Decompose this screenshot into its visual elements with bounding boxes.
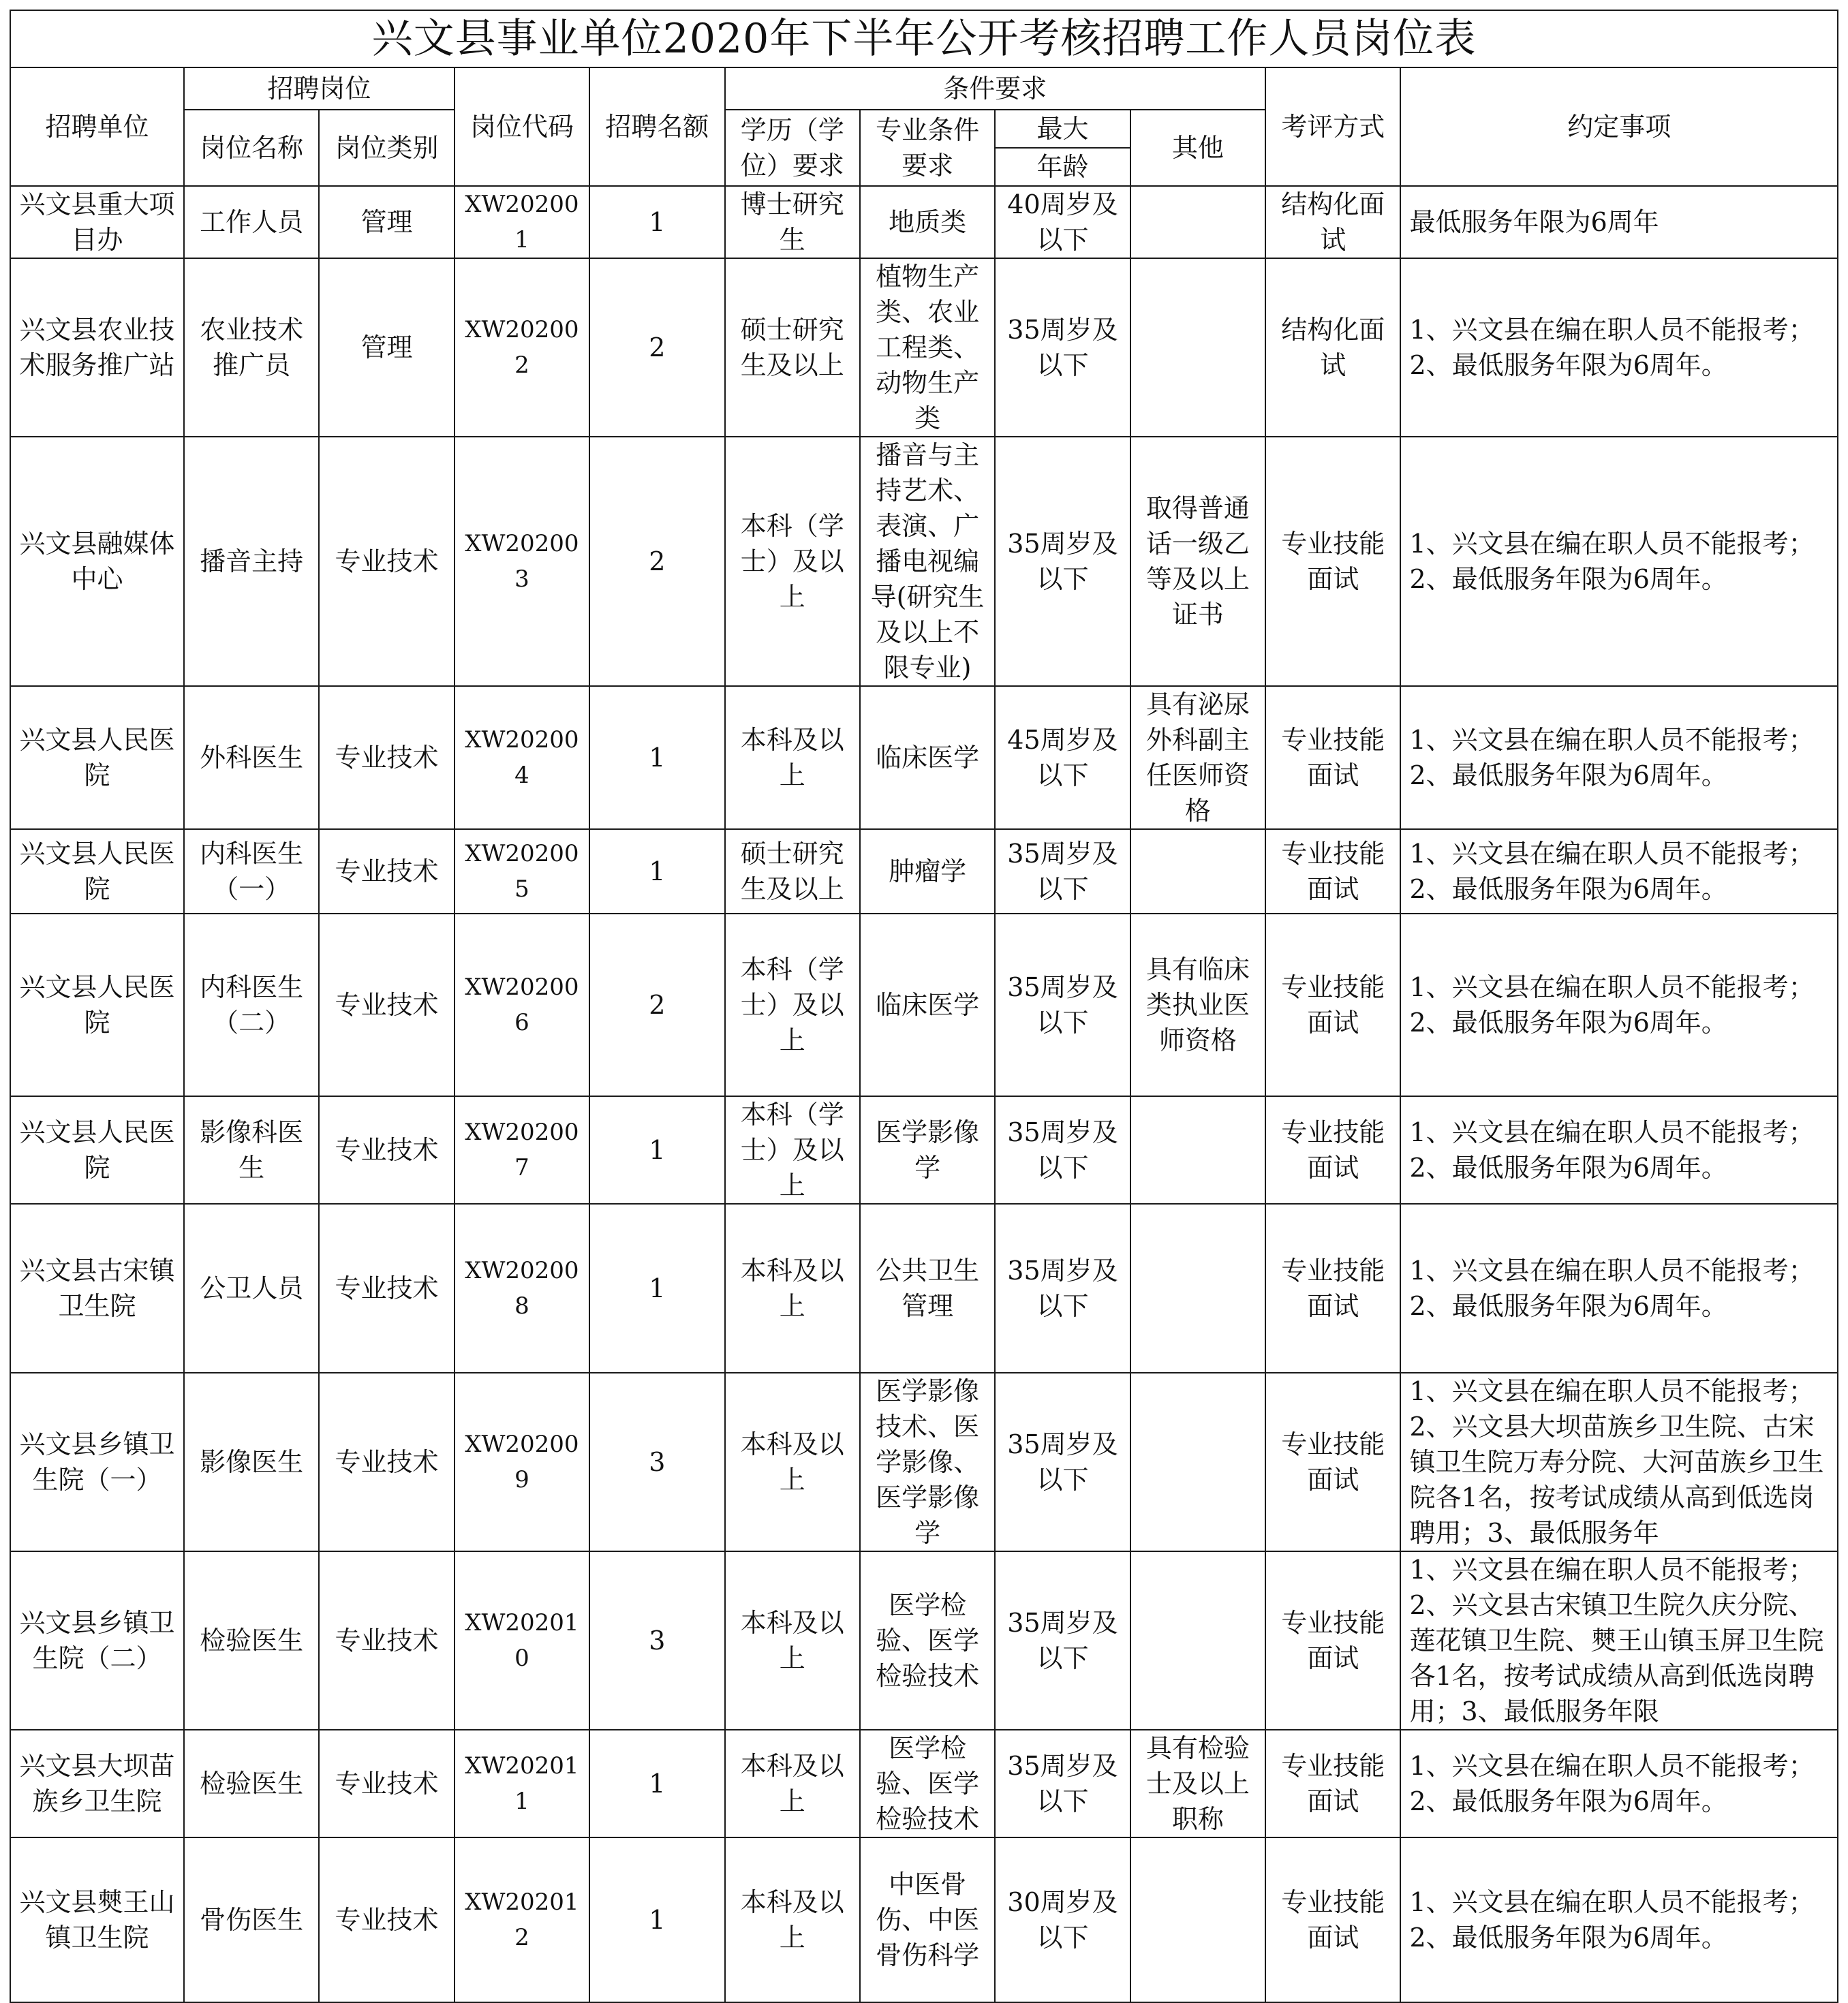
other-cell <box>1130 829 1265 914</box>
post-name-cell: 检验医生 <box>184 1551 319 1730</box>
notes-cell: 1、兴文县在编在职人员不能报考；2、兴文县大坝苗族乡卫生院、古宋镇卫生院万寿分院、大河苗族乡卫生院各1名，按考试成绩从高到低选岗聘用；3、最低服务年 <box>1400 1373 1838 1551</box>
post-name-cell: 农业技术推广员 <box>184 258 319 437</box>
major-cell: 公共卫生管理 <box>860 1204 995 1373</box>
post-type-cell: 管理 <box>319 258 454 437</box>
notes-cell: 1、兴文县在编在职人员不能报考；2、最低服务年限为6周年。 <box>1400 1837 1838 2002</box>
header-notes: 约定事项 <box>1400 67 1838 186</box>
max-age-cell: 35周岁及以下 <box>995 1373 1130 1551</box>
post-type-cell: 专业技术 <box>319 686 454 829</box>
education-cell: 本科及以上 <box>725 1837 860 2002</box>
education-cell: 本科及以上 <box>725 686 860 829</box>
max-age-cell: 35周岁及以下 <box>995 1730 1130 1837</box>
education-cell: 本科及以上 <box>725 1730 860 1837</box>
notes-cell: 最低服务年限为6周年 <box>1400 186 1838 258</box>
other-cell: 具有临床类执业医师资格 <box>1130 914 1265 1096</box>
assessment-cell: 专业技能面试 <box>1265 437 1400 686</box>
header-post-group: 招聘岗位 <box>184 67 455 110</box>
max-age-cell: 35周岁及以下 <box>995 1204 1130 1373</box>
major-cell: 医学检验、医学检验技术 <box>860 1551 995 1730</box>
assessment-cell: 专业技能面试 <box>1265 1204 1400 1373</box>
post-name-cell: 工作人员 <box>184 186 319 258</box>
post-name-cell: 骨伤医生 <box>184 1837 319 2002</box>
post-name-cell: 内科医生（一） <box>184 829 319 914</box>
post-code-cell: XW202008 <box>455 1204 589 1373</box>
recruitment-table <box>10 10 1838 2003</box>
post-type-cell: 专业技术 <box>319 914 454 1096</box>
header-quota: 招聘名额 <box>589 67 724 186</box>
max-age-cell: 30周岁及以下 <box>995 1837 1130 2002</box>
quota-cell: 1 <box>589 829 724 914</box>
table-row <box>10 258 1838 437</box>
post-code-cell: XW202012 <box>455 1837 589 2002</box>
major-cell: 中医骨伤、中医骨伤科学 <box>860 1837 995 2002</box>
major-cell: 临床医学 <box>860 914 995 1096</box>
header-assessment: 考评方式 <box>1265 67 1400 186</box>
post-type-cell: 专业技术 <box>319 1204 454 1373</box>
assessment-cell: 专业技能面试 <box>1265 1373 1400 1551</box>
post-name-cell: 播音主持 <box>184 437 319 686</box>
other-cell: 具有检验士及以上职称 <box>1130 1730 1265 1837</box>
notes-cell: 1、兴文县在编在职人员不能报考；2、最低服务年限为6周年。 <box>1400 1096 1838 1204</box>
table-row <box>10 1204 1838 1373</box>
post-code-cell: XW202009 <box>455 1373 589 1551</box>
education-cell: 本科及以上 <box>725 1551 860 1730</box>
unit-cell: 兴文县农业技术服务推广站 <box>10 258 184 437</box>
education-cell: 本科（学士）及以上 <box>725 1096 860 1204</box>
assessment-cell: 专业技能面试 <box>1265 914 1400 1096</box>
table-row <box>10 686 1838 829</box>
unit-cell: 兴文县古宋镇卫生院 <box>10 1204 184 1373</box>
max-age-cell: 35周岁及以下 <box>995 1096 1130 1204</box>
major-cell: 临床医学 <box>860 686 995 829</box>
header-other: 其他 <box>1130 110 1265 186</box>
table-row <box>10 914 1838 1096</box>
max-age-cell: 35周岁及以下 <box>995 914 1130 1096</box>
post-code-cell: XW202011 <box>455 1730 589 1837</box>
major-cell: 播音与主持艺术、表演、广播电视编导(研究生及以上不限专业) <box>860 437 995 686</box>
post-code-cell: XW202002 <box>455 258 589 437</box>
other-cell: 取得普通话一级乙等及以上证书 <box>1130 437 1265 686</box>
table-row <box>10 1373 1838 1551</box>
header-education: 学历（学位）要求 <box>725 110 860 186</box>
major-cell: 地质类 <box>860 186 995 258</box>
post-code-cell: XW202001 <box>455 186 589 258</box>
post-type-cell: 专业技术 <box>319 1551 454 1730</box>
assessment-cell: 专业技能面试 <box>1265 686 1400 829</box>
header-post-name: 岗位名称 <box>184 110 319 186</box>
max-age-cell: 35周岁及以下 <box>995 437 1130 686</box>
education-cell: 硕士研究生及以上 <box>725 258 860 437</box>
other-cell <box>1130 1204 1265 1373</box>
table-row <box>10 1837 1838 2002</box>
other-cell <box>1130 1373 1265 1551</box>
assessment-cell: 结构化面试 <box>1265 258 1400 437</box>
unit-cell: 兴文县人民医院 <box>10 829 184 914</box>
table-row <box>10 1730 1838 1837</box>
post-code-cell: XW202007 <box>455 1096 589 1204</box>
other-cell <box>1130 258 1265 437</box>
unit-cell: 兴文县融媒体中心 <box>10 437 184 686</box>
header-max-age-top: 最大 <box>995 110 1130 148</box>
other-cell <box>1130 1096 1265 1204</box>
table-row <box>10 186 1838 258</box>
unit-cell: 兴文县僰王山镇卫生院 <box>10 1837 184 2002</box>
notes-cell: 1、兴文县在编在职人员不能报考；2、最低服务年限为6周年。 <box>1400 1204 1838 1373</box>
quota-cell: 2 <box>589 258 724 437</box>
post-type-cell: 专业技术 <box>319 1837 454 2002</box>
max-age-cell: 35周岁及以下 <box>995 258 1130 437</box>
post-name-cell: 检验医生 <box>184 1730 319 1837</box>
quota-cell: 2 <box>589 914 724 1096</box>
major-cell: 植物生产类、农业工程类、动物生产类 <box>860 258 995 437</box>
education-cell: 本科（学士）及以上 <box>725 437 860 686</box>
other-cell <box>1130 186 1265 258</box>
education-cell: 硕士研究生及以上 <box>725 829 860 914</box>
education-cell: 博士研究生 <box>725 186 860 258</box>
quota-cell: 1 <box>589 1837 724 2002</box>
post-code-cell: XW202004 <box>455 686 589 829</box>
assessment-cell: 专业技能面试 <box>1265 829 1400 914</box>
max-age-cell: 40周岁及以下 <box>995 186 1130 258</box>
quota-cell: 3 <box>589 1551 724 1730</box>
other-cell <box>1130 1837 1265 2002</box>
quota-cell: 3 <box>589 1373 724 1551</box>
post-type-cell: 专业技术 <box>319 1730 454 1837</box>
unit-cell: 兴文县人民医院 <box>10 914 184 1096</box>
post-code-cell: XW202003 <box>455 437 589 686</box>
post-name-cell: 外科医生 <box>184 686 319 829</box>
unit-cell: 兴文县大坝苗族乡卫生院 <box>10 1730 184 1837</box>
table-row <box>10 1096 1838 1204</box>
major-cell: 医学影像技术、医学影像、医学影像学 <box>860 1373 995 1551</box>
quota-cell: 1 <box>589 186 724 258</box>
notes-cell: 1、兴文县在编在职人员不能报考；2、兴文县古宋镇卫生院久庆分院、莲花镇卫生院、僰王山镇玉屏卫生院各1名，按考试成绩从高到低选岗聘用；3、最低服务年限 <box>1400 1551 1838 1730</box>
post-type-cell: 专业技术 <box>319 437 454 686</box>
notes-cell: 1、兴文县在编在职人员不能报考；2、最低服务年限为6周年。 <box>1400 437 1838 686</box>
post-name-cell: 内科医生（二） <box>184 914 319 1096</box>
assessment-cell: 专业技能面试 <box>1265 1730 1400 1837</box>
post-code-cell: XW202010 <box>455 1551 589 1730</box>
unit-cell: 兴文县乡镇卫生院（二） <box>10 1551 184 1730</box>
post-name-cell: 影像科医生 <box>184 1096 319 1204</box>
assessment-cell: 结构化面试 <box>1265 186 1400 258</box>
notes-cell: 1、兴文县在编在职人员不能报考；2、最低服务年限为6周年。 <box>1400 1730 1838 1837</box>
quota-cell: 1 <box>589 1096 724 1204</box>
major-cell: 医学影像学 <box>860 1096 995 1204</box>
assessment-cell: 专业技能面试 <box>1265 1837 1400 2002</box>
other-cell <box>1130 1551 1265 1730</box>
unit-cell: 兴文县人民医院 <box>10 686 184 829</box>
post-name-cell: 公卫人员 <box>184 1204 319 1373</box>
header-conditions: 条件要求 <box>725 67 1266 110</box>
other-cell: 具有泌尿外科副主任医师资格 <box>1130 686 1265 829</box>
quota-cell: 2 <box>589 437 724 686</box>
notes-cell: 1、兴文县在编在职人员不能报考；2、最低服务年限为6周年。 <box>1400 829 1838 914</box>
post-type-cell: 专业技术 <box>319 829 454 914</box>
max-age-cell: 45周岁及以下 <box>995 686 1130 829</box>
notes-cell: 1、兴文县在编在职人员不能报考；2、最低服务年限为6周年。 <box>1400 914 1838 1096</box>
max-age-cell: 35周岁及以下 <box>995 829 1130 914</box>
unit-cell: 兴文县重大项目办 <box>10 186 184 258</box>
max-age-cell: 35周岁及以下 <box>995 1551 1130 1730</box>
post-code-cell: XW202005 <box>455 829 589 914</box>
post-type-cell: 管理 <box>319 186 454 258</box>
header-major: 专业条件要求 <box>860 110 995 186</box>
quota-cell: 1 <box>589 1204 724 1373</box>
post-code-cell: XW202006 <box>455 914 589 1096</box>
unit-cell: 兴文县人民医院 <box>10 1096 184 1204</box>
table-row <box>10 437 1838 686</box>
post-name-cell: 影像医生 <box>184 1373 319 1551</box>
education-cell: 本科（学士）及以上 <box>725 914 860 1096</box>
assessment-cell: 专业技能面试 <box>1265 1096 1400 1204</box>
table-row <box>10 1551 1838 1730</box>
table-row <box>10 829 1838 914</box>
header-max-age-bottom: 年龄 <box>995 148 1130 186</box>
post-type-cell: 专业技术 <box>319 1096 454 1204</box>
header-post-code: 岗位代码 <box>455 67 589 186</box>
quota-cell: 1 <box>589 686 724 829</box>
unit-cell: 兴文县乡镇卫生院（一） <box>10 1373 184 1551</box>
education-cell: 本科及以上 <box>725 1204 860 1373</box>
quota-cell: 1 <box>589 1730 724 1837</box>
education-cell: 本科及以上 <box>725 1373 860 1551</box>
assessment-cell: 专业技能面试 <box>1265 1551 1400 1730</box>
major-cell: 肿瘤学 <box>860 829 995 914</box>
header-unit: 招聘单位 <box>10 67 184 186</box>
post-type-cell: 专业技术 <box>319 1373 454 1551</box>
page-title: 兴文县事业单位2020年下半年公开考核招聘工作人员岗位表 <box>10 10 1838 67</box>
header-post-type: 岗位类别 <box>319 110 454 186</box>
notes-cell: 1、兴文县在编在职人员不能报考；2、最低服务年限为6周年。 <box>1400 686 1838 829</box>
major-cell: 医学检验、医学检验技术 <box>860 1730 995 1837</box>
notes-cell: 1、兴文县在编在职人员不能报考；2、最低服务年限为6周年。 <box>1400 258 1838 437</box>
